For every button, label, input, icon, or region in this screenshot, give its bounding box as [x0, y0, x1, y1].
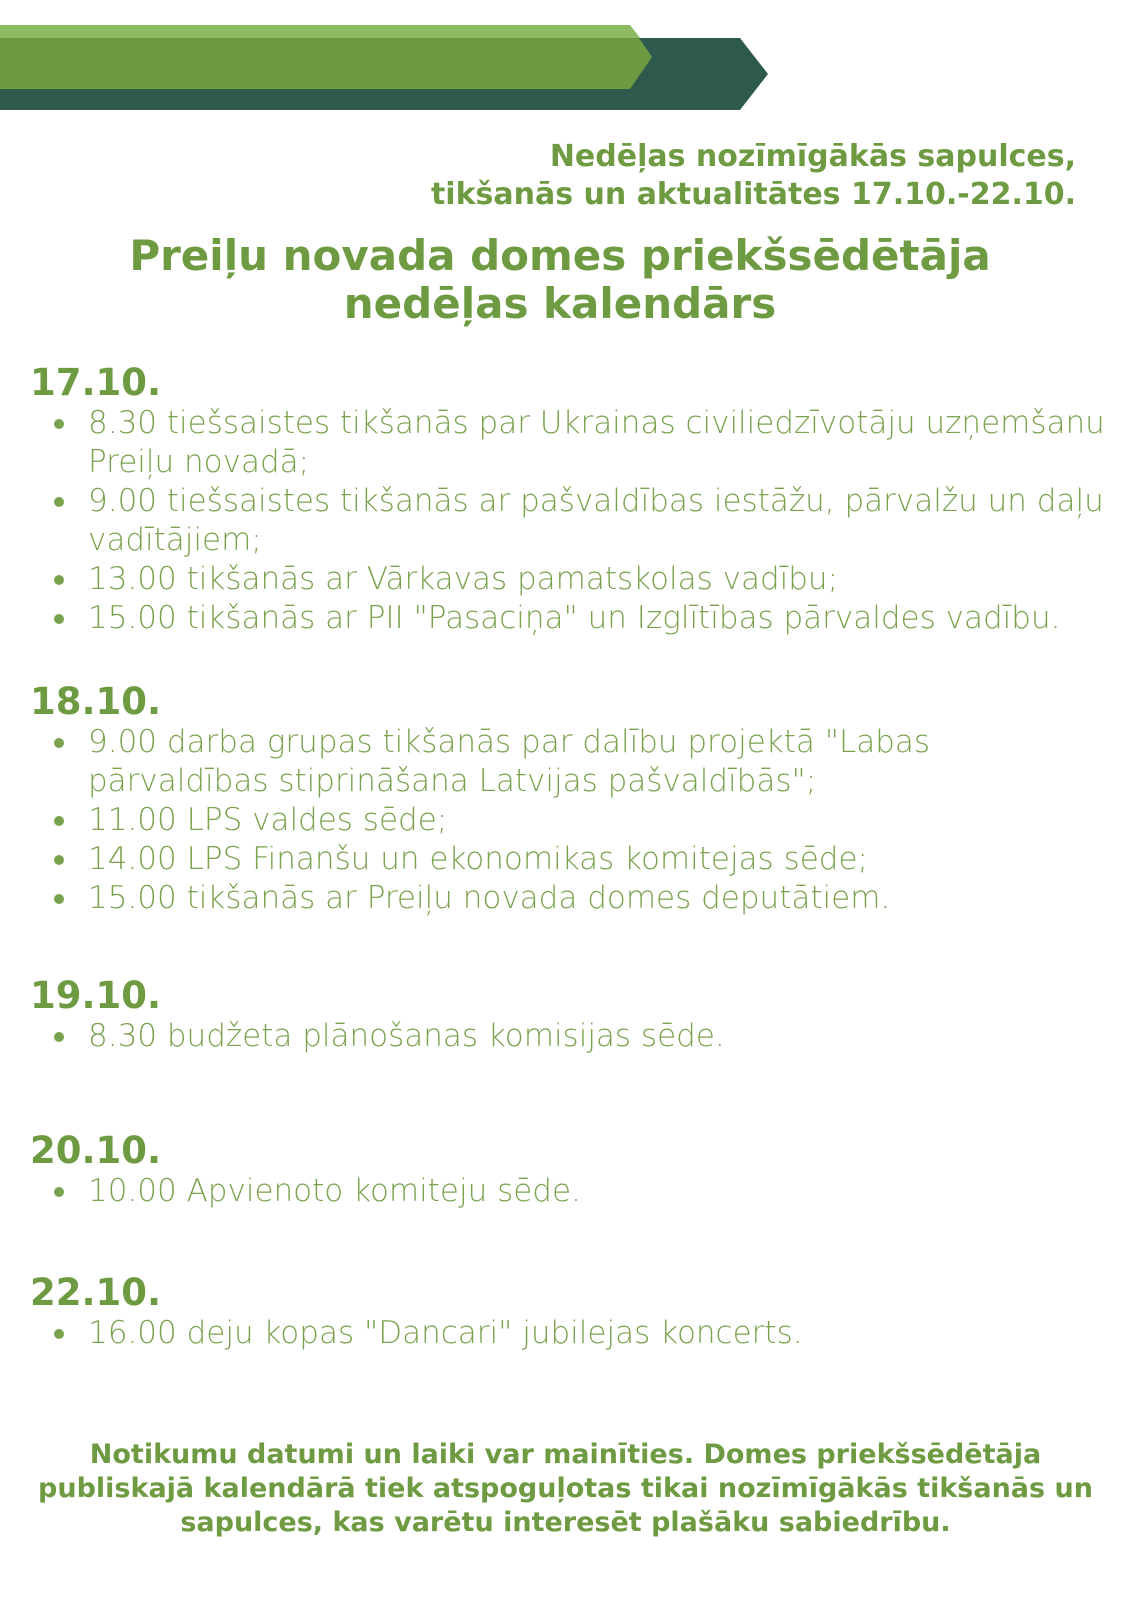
subtitle-line-1: Nedēļas nozīmīgākās sapulces, — [549, 139, 1076, 174]
footer-line-3: sapulces, kas varētu interesēt plašāku sabiedrību. — [180, 1507, 951, 1538]
bullet-icon — [54, 816, 64, 826]
day-section — [30, 1272, 1105, 1353]
day-date: 20.10. — [30, 1129, 162, 1172]
event-text: 8.30 tiešsaistes tikšanās par Ukrainas civiliedzīvotāju uzņemšanu Preiļu novadā; — [88, 405, 1105, 480]
page-title — [60, 232, 1060, 328]
bullet-icon — [54, 575, 64, 585]
event-text: 13.00 tikšanās ar Vārkavas pamatskolas vadību; — [88, 561, 839, 597]
event-text: 14.00 LPS Finanšu un ekonomikas komitejas sēde; — [88, 841, 868, 877]
bullet-icon — [54, 855, 64, 865]
event-item — [30, 1172, 1105, 1211]
event-item — [30, 1017, 1105, 1056]
day-section — [30, 1130, 1105, 1211]
day-date: 19.10. — [30, 974, 162, 1017]
bullet-icon — [54, 1187, 64, 1197]
event-text: 10.00 Apvienoto komiteju sēde. — [88, 1173, 581, 1209]
day-date: 17.10. — [30, 361, 162, 404]
bullet-icon — [54, 419, 64, 429]
day-section — [30, 362, 1105, 638]
event-item — [30, 840, 1105, 879]
event-item — [30, 599, 1105, 638]
footer-note — [20, 1438, 1111, 1540]
day-section — [30, 975, 1105, 1056]
title-line-1: Preiļu novada domes priekšsēdētāja — [129, 231, 991, 280]
bullet-icon — [54, 894, 64, 904]
event-text: 8.30 budžeta plānošanas komisijas sēde. — [88, 1018, 725, 1054]
event-text: 9.00 tiešsaistes tikšanās ar pašvaldības iestāžu, pārvalžu un daļu vadītājiem; — [88, 483, 1104, 558]
footer-line-1: Notikumu datumi un laiki var mainīties. Domes priekšsēdētāja — [89, 1439, 1042, 1470]
header-subtitle — [276, 138, 1076, 214]
event-list — [30, 723, 1105, 918]
event-item — [30, 801, 1105, 840]
bullet-icon — [54, 1032, 64, 1042]
day-date: 22.10. — [30, 1271, 162, 1314]
title-line-2: nedēļas kalendārs — [343, 279, 777, 328]
subtitle-line-2: tikšanās un aktualitātes 17.10.-22.10. — [430, 177, 1076, 212]
bullet-icon — [54, 614, 64, 624]
event-text: 15.00 tikšanās ar PII "Pasaciņa" un Izglītības pārvaldes vadību. — [88, 600, 1061, 636]
event-text: 11.00 LPS valdes sēde; — [88, 802, 448, 838]
event-text: 15.00 tikšanās ar Preiļu novada domes deputātiem. — [88, 880, 891, 916]
event-item — [30, 723, 1105, 801]
event-list — [30, 1172, 1105, 1211]
event-text: 16.00 deju kopas "Dancari" jubilejas koncerts. — [88, 1315, 803, 1351]
event-list — [30, 1017, 1105, 1056]
day-section — [30, 681, 1105, 918]
bullet-icon — [54, 1329, 64, 1339]
event-list — [30, 1314, 1105, 1353]
banner-green-highlight — [0, 25, 640, 38]
day-date: 18.10. — [30, 680, 162, 723]
event-item — [30, 1314, 1105, 1353]
bullet-icon — [54, 497, 64, 507]
event-item — [30, 560, 1105, 599]
footer-line-2: publiskajā kalendārā tiek atspoguļotas tikai nozīmīgākās tikšanās un — [38, 1473, 1093, 1504]
bullet-icon — [54, 738, 64, 748]
header-banner — [0, 0, 1131, 130]
event-text: 9.00 darba grupas tikšanās par dalību projektā "Labas pārvaldības stiprināšana Latvijas pašvaldībās"; — [88, 724, 931, 799]
event-item — [30, 482, 1105, 560]
event-item — [30, 404, 1105, 482]
event-list — [30, 404, 1105, 638]
event-item — [30, 879, 1105, 918]
